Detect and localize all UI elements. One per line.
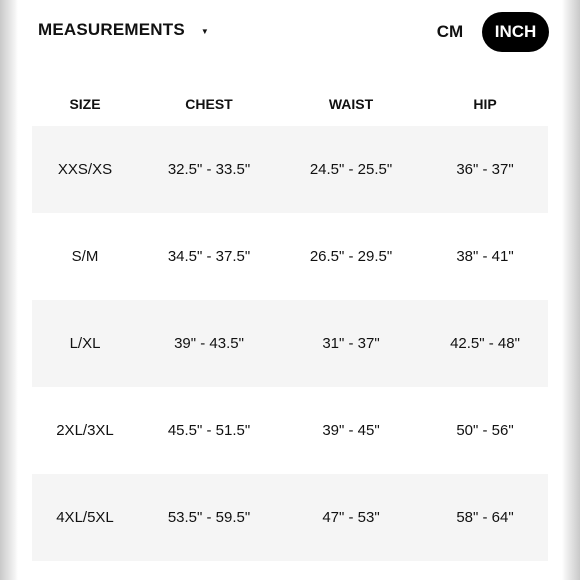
table-row [32,126,548,213]
waist-cell: 39" - 45" [322,422,380,439]
size-cell: 2XL/3XL [56,422,114,439]
chest-cell: 32.5" - 33.5" [167,161,251,178]
waist-cell: 47" - 53" [322,509,380,526]
hip-cell: 50" - 56" [456,422,514,439]
waist-cell: 26.5" - 29.5" [309,248,393,265]
table-row [32,474,548,561]
size-cell: L/XL [69,335,101,352]
hip-cell: 42.5" - 48" [450,335,520,352]
size-guide-header [0,0,580,64]
hip-cell: 36" - 37" [456,161,514,178]
column-header-size: SIZE [69,96,101,112]
chest-cell: 34.5" - 37.5" [167,248,251,265]
chest-cell: 39" - 43.5" [174,335,244,352]
column-header-waist: WAIST [328,96,374,112]
chest-cell: 53.5" - 59.5" [167,509,251,526]
column-header-hip: HIP [473,96,497,112]
size-chart-table [32,82,548,561]
table-row [32,387,548,474]
measurements-dropdown[interactable] [38,20,209,40]
hip-cell: 58" - 64" [456,509,514,526]
unit-inch-toggle[interactable]: INCH [482,12,549,52]
measurements-label: MEASUREMENTS [38,20,185,39]
size-cell: S/M [71,248,99,265]
waist-cell: 24.5" - 25.5" [309,161,393,178]
column-header-chest: CHEST [185,96,233,112]
chest-cell: 45.5" - 51.5" [167,422,251,439]
waist-cell: 31" - 37" [322,335,380,352]
table-header-row [32,82,548,126]
size-cell: XXS/XS [57,161,113,178]
unit-cm-toggle[interactable]: CM [436,22,464,41]
hip-cell: 38" - 41" [456,248,514,265]
caret-down-icon: ▼ [200,26,209,36]
size-cell: 4XL/5XL [56,509,114,526]
table-row [32,300,548,387]
table-row [32,213,548,300]
